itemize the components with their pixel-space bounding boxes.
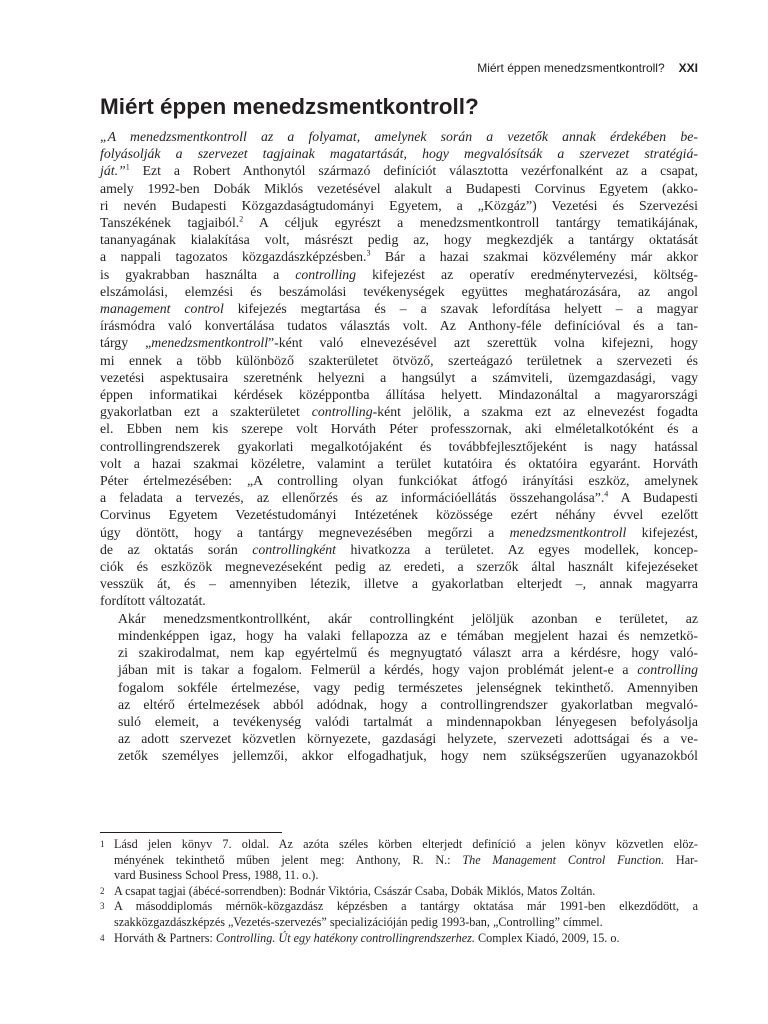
- text-line: is gyakrabban használta a: [100, 266, 296, 282]
- text-line: ri nevén Budapesti Közgazdaságtudományi Egyetem, a „Közgáz”) Vezetési és Szervezési: [100, 197, 698, 213]
- footnote-ref-4: 4: [604, 489, 609, 499]
- quote-line: ját.”: [100, 163, 126, 179]
- italic-term: controllingként: [252, 541, 337, 557]
- footnote-number: 2: [100, 885, 105, 896]
- footnote-ref-1: 1: [125, 162, 130, 172]
- italic-title: The Management Control Function.: [462, 852, 665, 867]
- text-line: -ként jelölik, a szakma ezt az elnevezést fogadta: [372, 404, 698, 420]
- text-line: amely 1992-ben Dobák Miklós vezetésével alakult a Budapesti Corvinus Egyetem (akko-: [100, 180, 698, 196]
- text-line: az adott szervezet közvetlen környezete, gazdasági helyzete, szervezeti adottságai és a ve-: [118, 731, 698, 747]
- text-line: kifejezés megtartása és – a szavak lefordítása helyett – a magyar: [223, 301, 699, 317]
- running-title: Miért éppen menedzsmentkontroll?: [477, 61, 665, 75]
- footnote-line: szakközgazdászképzés „Vezetés-szervezés” specializációján pedig 1993-ban, „Controlling” címmel.: [114, 914, 603, 929]
- text-line: Akár menedzsmentkontrollként, akár controllingként jelöljük azonban e területet, az: [118, 610, 698, 626]
- footnote-ref-2: 2: [239, 214, 244, 224]
- footnote-1-end: [100, 868, 698, 884]
- footnote-4: [100, 931, 698, 947]
- text-line: gyakorlatban ezt a szakterületet: [100, 404, 312, 420]
- footnote-number: 4: [100, 932, 105, 943]
- footnote-number: 3: [100, 901, 105, 912]
- paragraph-1: [100, 128, 698, 592]
- footnote-divider: [100, 832, 282, 833]
- italic-term: management control: [100, 301, 224, 317]
- footnote-line: Horváth & Partners:: [114, 930, 216, 945]
- footnote-3: [100, 899, 698, 915]
- footnote-line: A másoddiplomás mérnök-közgazdász képzésben a tantárgy oktatása már 1991-ben elkezdődött, a: [114, 899, 698, 914]
- text-line: A céljuk egyrészt a menedzsmentkontroll tantárgy tematikájának,: [243, 215, 698, 231]
- text-line: zi szakirodalmat, nem kap egyértelmű és megnyugtató választ arra a kérdésre, hogy való-: [118, 645, 698, 661]
- footnote-1: [100, 837, 698, 868]
- footnote-line: ményének tekinthető műben jelent meg: Anthony, R. N.:: [114, 852, 463, 867]
- text-line: Tanszékének tagjaiból.: [100, 215, 240, 231]
- text-line: az eltérő értelmezések abból adódnak, hogy a controllingrendszer gyakorlatban megvaló-: [118, 696, 698, 712]
- text-line: elszámolási, elemzési és beszámolási tevékenységek együttes meghatározására, az angol: [100, 283, 698, 299]
- text-line: mi ennek a több különböző szakterületet ötvöző, szerteágazó területnek a szervezeti és: [100, 352, 698, 368]
- footnote-2: [100, 884, 698, 900]
- text-line: jában mit is takar a fogalom. Felmerül a kérdés, hogy vajon problémát jelent-e a: [118, 662, 638, 678]
- running-header: [100, 60, 698, 76]
- footnote-3-end: [100, 915, 698, 931]
- text-line: tárgy „: [100, 335, 152, 351]
- italic-term: controlling: [637, 662, 698, 678]
- body-text: [100, 128, 698, 765]
- italic-title: Controlling. Út egy hatékony controllingrendszerhez.: [215, 930, 475, 945]
- text-line: kifejezést,: [626, 524, 698, 540]
- text-line: fogalom sokféle értelmezése, vagy pedig természetes jelenségnek tekinthető. Amennyiben: [118, 679, 698, 695]
- text-line: el. Ebben nem kis szerepe volt Horváth Péter professzornak, aki elméletalkotóként és a: [100, 421, 698, 437]
- text-line: a feladata a tervezés, az ellenőrzés és az információellátás összehangolása”.: [100, 490, 605, 506]
- text-line: controllingrendszerek gyakorlati megalkotójaként és továbbfejlesztőjeként is nagy hatással: [100, 438, 698, 454]
- footnote-line: vard Business School Press, 1988, 11. o.).: [114, 868, 319, 883]
- text-line: ciók és eszközök megnevezéseként pedig az eredeti, a szerzők által használt kifejezéseket: [100, 559, 698, 575]
- footnote-number: 1: [100, 839, 105, 849]
- text-line: úgy döntött, hogy a tantárgy megnevezésében megőrzi a: [100, 524, 510, 540]
- text-line: suló elemeit, a tevékenység valódi tartalmát a mindennapokban lényegesen befolyásolja: [118, 713, 698, 729]
- footnote-line: A csapat tagjai (ábécé-sorrendben): Bodnár Viktória, Császár Csaba, Dobák Miklós, Matos Zoltán.: [114, 883, 596, 898]
- paragraph-2: [100, 610, 698, 765]
- text-line: ”-ként való elnevezésével azt szerettük volna kifejezni, hogy: [268, 335, 698, 351]
- text-line: Ezt a Robert Anthonytól származó definíciót választotta vezérfonalként az a csapat,: [129, 163, 698, 179]
- text-line: zetők személyes jellemzői, akkor elfogadhatjuk, hogy nem szükségszerűen ugyanazokból: [118, 748, 698, 764]
- text-line: kifejezést az operatív eredménytervezési, költség-: [356, 266, 699, 282]
- text-line: vezetési aspektusaira szeretnénk helyezni a hangsúlyt a számviteli, üzemgazdasági, vagy: [100, 369, 698, 385]
- paragraph-1-end: [100, 592, 698, 609]
- page-number: XXI: [678, 61, 698, 75]
- text-line: éppen informatikai kérdések középpontba állítása helyett. Mindazonáltal a magyarországi: [100, 387, 698, 403]
- italic-term: menedzsmentkontroll: [509, 524, 627, 540]
- text-line: Péter értelmezésében: „A controlling olyan funkciókat átfogó irányítási eszköz, amelynek: [100, 473, 698, 489]
- text-line: hivatkozza a területet. Az egyes modellek, koncep-: [336, 541, 699, 557]
- text-line: mindenképpen igaz, hogy ha valaki fellapozza az e témában megjelent hazai és nemzetkö-: [118, 627, 698, 643]
- text-line: tananyagának kialakítása volt, másrészt pedig az, hogy megkezdjék a tantárgy oktatását: [100, 232, 698, 248]
- quote-line: folyásolják a szervezet tagjainak magatartását, hogy megvalósítsák a szervezet stratégiá-: [100, 146, 698, 162]
- footnote-ref-3: 3: [366, 248, 371, 258]
- text-line: A Budapesti: [608, 490, 698, 506]
- chapter-title: Miért éppen menedzsmentkontroll?: [100, 94, 479, 119]
- quote-line: „A menedzsmentkontroll az a folyamat, amelynek során a vezetők annak érdekében be-: [100, 129, 698, 144]
- text-line: fordított változatát.: [100, 593, 206, 609]
- text-line: írásmódra való konvertálása tudatos választás volt. Az Anthony-féle definícióval és a tan-: [100, 318, 698, 334]
- italic-term: controlling: [295, 266, 357, 282]
- footnote-line: Har-: [664, 852, 698, 867]
- text-line: volt a hazai szakmai közéletre, valamint a terület kutatóira és oktatóira egyaránt. Horváth: [100, 455, 698, 471]
- footnote-line: Lásd jelen könyv 7. oldal. Az azóta széles körben elterjedt definíció a jelen könyv közvetlen elöz-: [114, 837, 698, 851]
- footnote-line: Complex Kiadó, 2009, 15. o.: [474, 930, 620, 945]
- text-line: vesszük át, és – amennyiben létezik, illetve a gyakorlatban elterjedt –, annak magyarra: [100, 576, 698, 592]
- italic-term: menedzsmentkontroll: [151, 335, 269, 351]
- footnotes: [100, 837, 698, 946]
- text-line: a nappali tagozatos közgazdászképzésben.: [100, 249, 367, 265]
- italic-term: controlling: [311, 404, 373, 420]
- text-line: de az oktatás során: [100, 541, 253, 557]
- text-line: Bár a hazai szakmai közvélemény már akkor: [370, 249, 698, 265]
- text-line: Corvinus Egyetem Vezetéstudományi Intézetének közössége ezért néhány évvel ezelőtt: [100, 507, 698, 523]
